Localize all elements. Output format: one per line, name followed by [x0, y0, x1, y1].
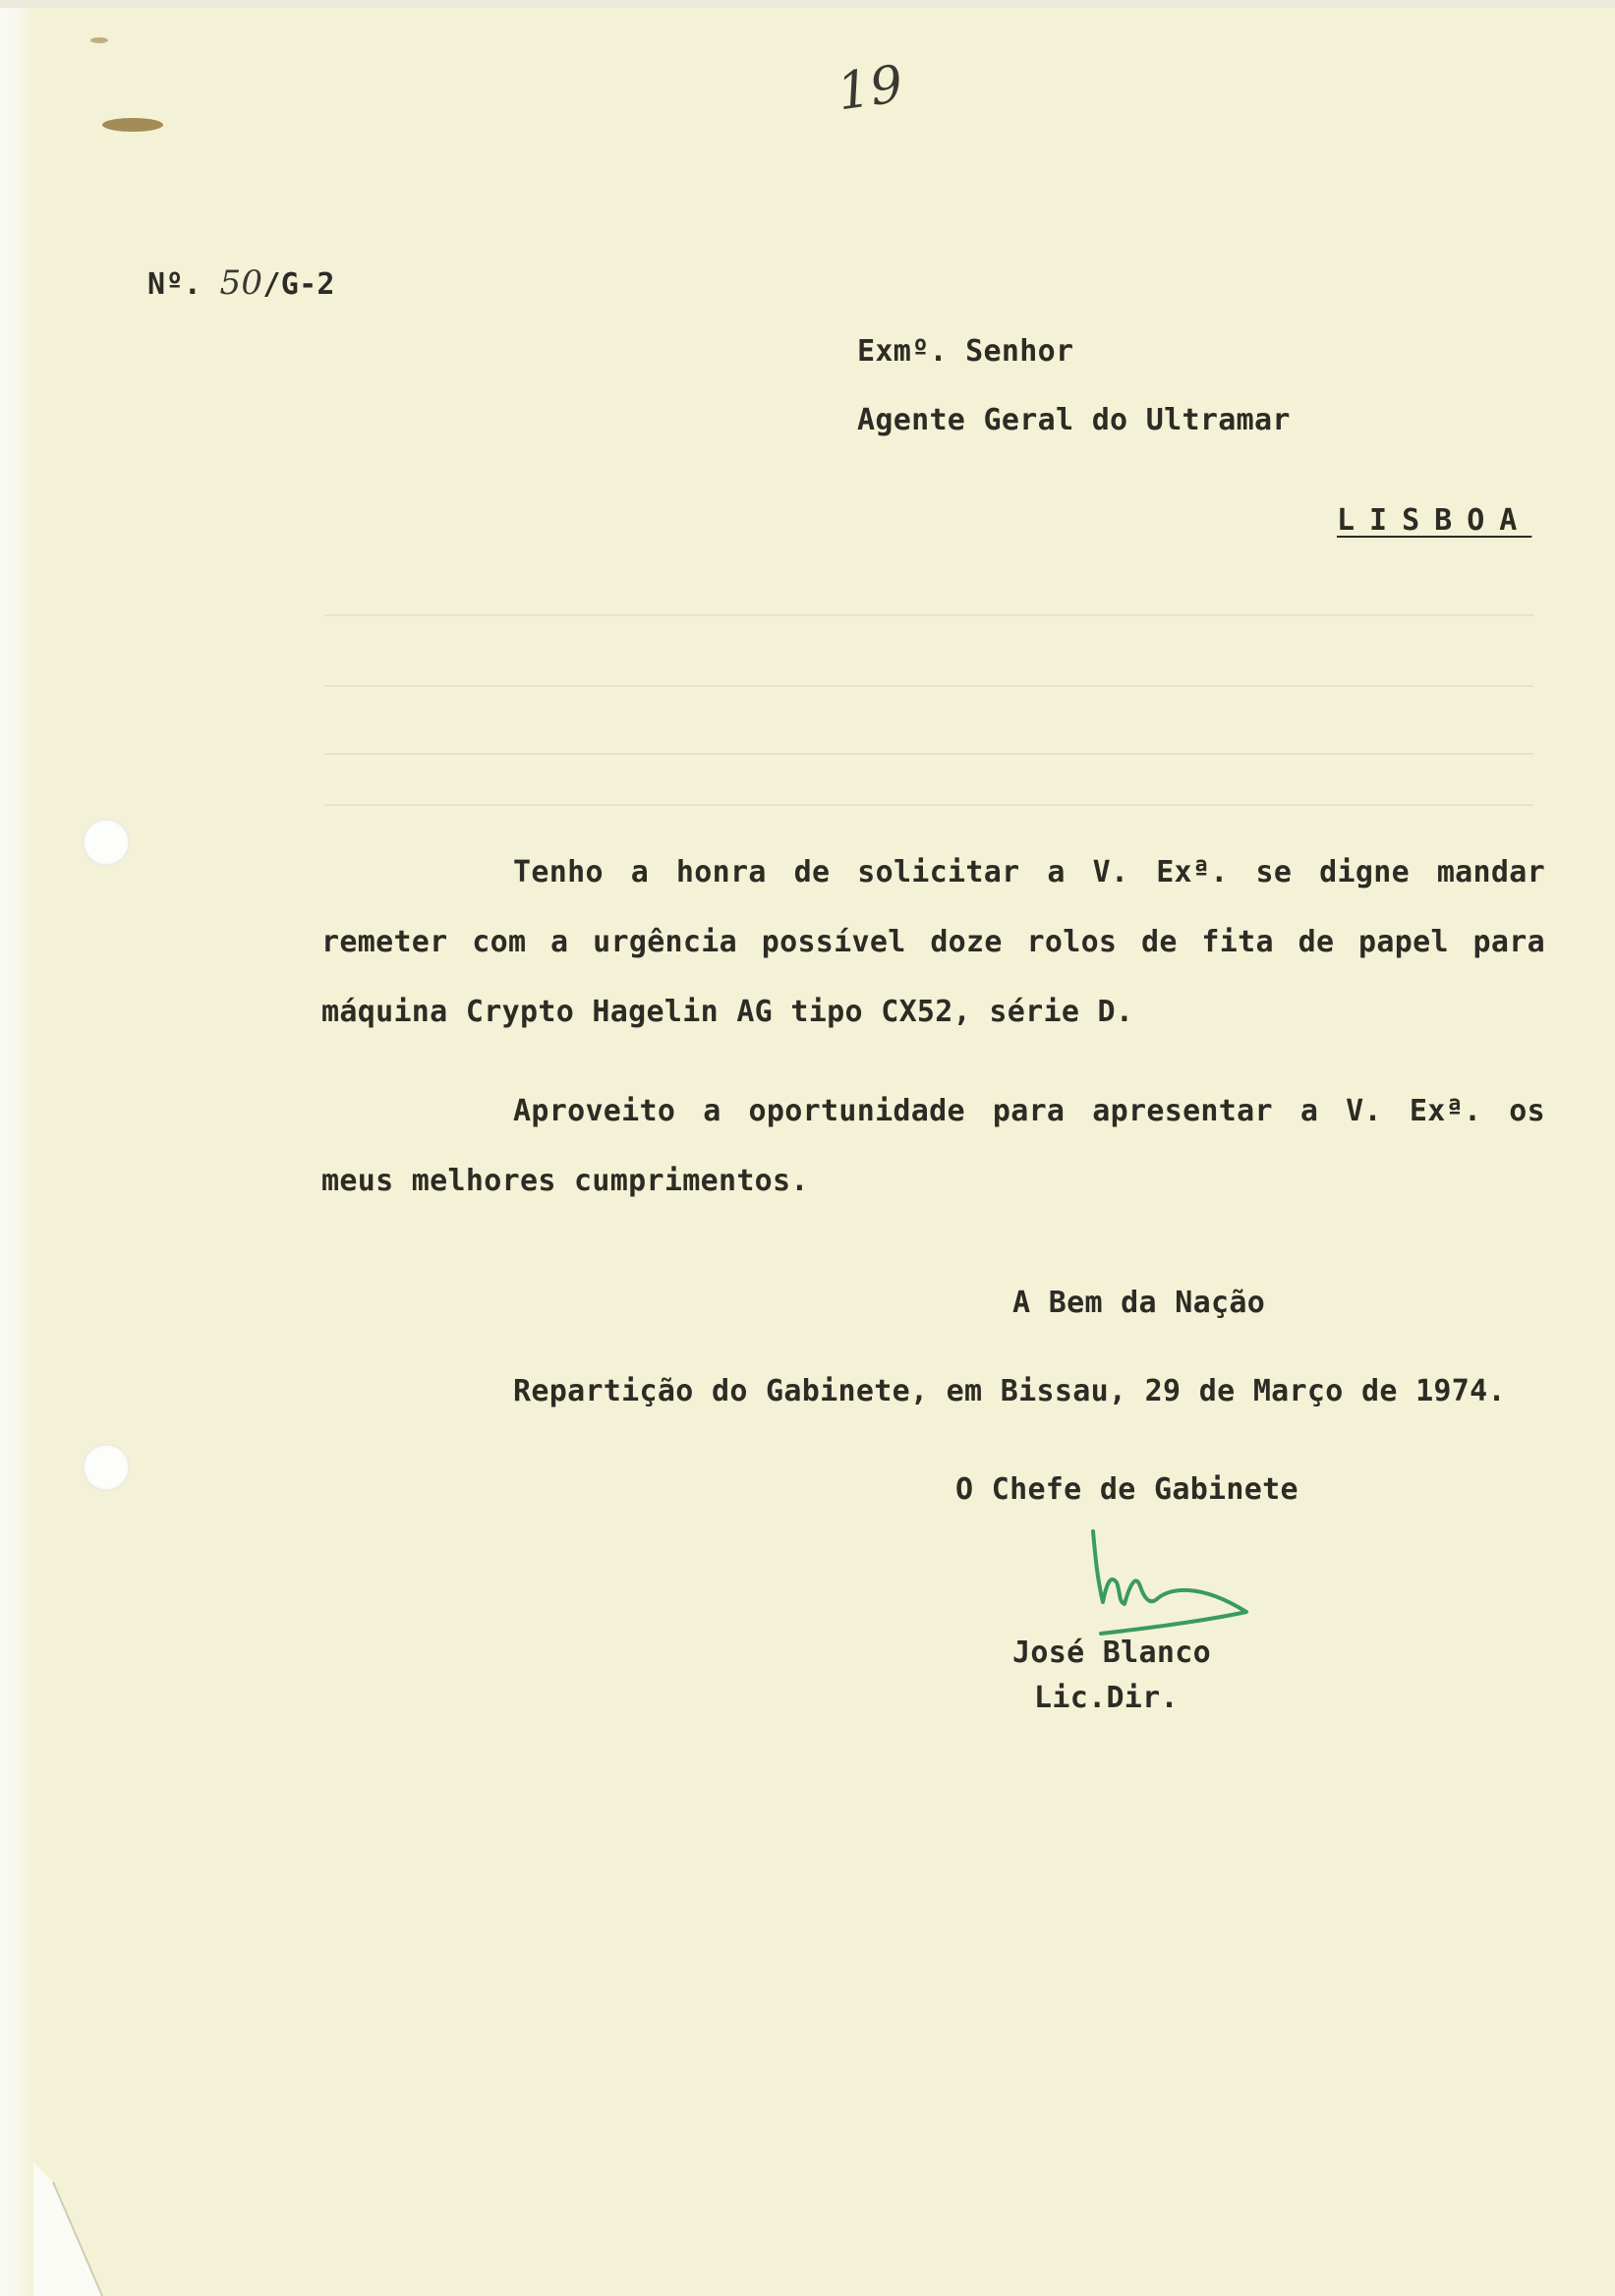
signatory-credentials: Lic.Dir.	[1034, 1681, 1179, 1715]
place-and-date: Repartição do Gabinete, em Bissau, 29 de Março de 1974.	[513, 1374, 1506, 1408]
reference-suffix: /G-2	[262, 267, 335, 302]
ink-stain	[102, 118, 163, 132]
handwritten-signature	[1071, 1523, 1268, 1651]
recipient: Agente Geral do Ultramar	[857, 403, 1291, 437]
paper-top-edge	[0, 0, 1615, 8]
paper-left-edge	[0, 0, 33, 2296]
salutation: Exmº. Senhor	[857, 334, 1074, 369]
bleed-through-line	[324, 753, 1533, 755]
bleed-through-line	[324, 804, 1533, 806]
reference-prefix: Nº.	[147, 267, 202, 302]
punch-hole-upper	[83, 819, 130, 866]
body-paragraph-1: Tenho a honra de solicitar a V. Exª. se digne mandar remeter com a urgência possível doze rolos de fita de papel para máquina Crypto Hagelin AG tipo CX52, série D.	[321, 855, 1545, 1029]
motto: A Bem da Nação	[1012, 1286, 1266, 1320]
page-number: 19	[834, 54, 907, 123]
bleed-through-line	[324, 685, 1533, 687]
signatory-name: José Blanco	[1012, 1636, 1211, 1670]
bleed-through-line	[324, 614, 1533, 616]
city: LISBOA	[1337, 503, 1532, 538]
folded-corner	[33, 2162, 122, 2296]
reference-number	[147, 265, 335, 303]
body-paragraph-2: Aproveito a oportunidade para apresentar a V. Exª. os meus melhores cumprimentos.	[321, 1094, 1545, 1198]
punch-hole-lower	[83, 1444, 130, 1491]
signatory-title: O Chefe de Gabinete	[955, 1472, 1298, 1507]
reference-handwritten-number: 50	[219, 263, 263, 303]
ink-stain-small	[90, 37, 108, 43]
